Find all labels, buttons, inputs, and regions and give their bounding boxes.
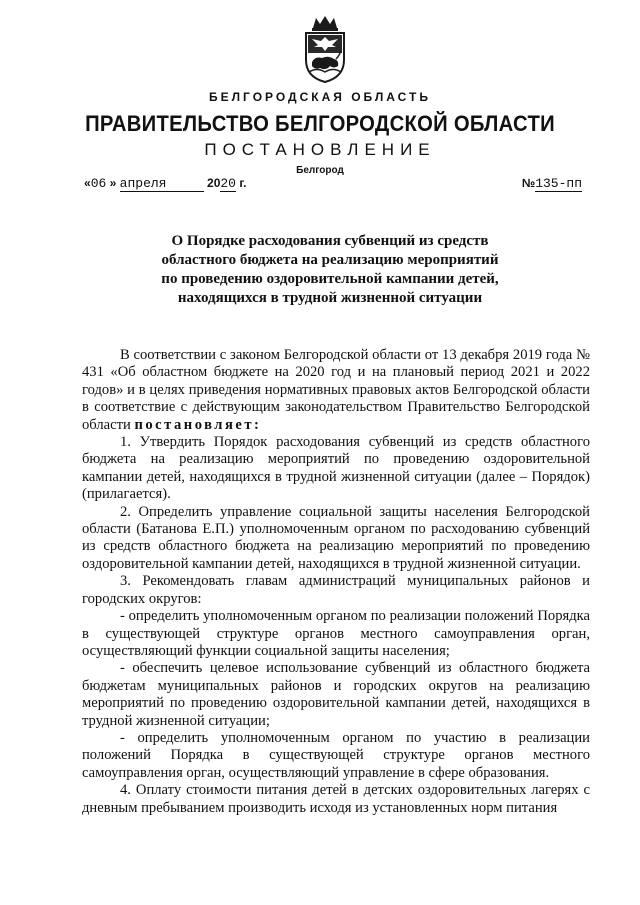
document-title bbox=[120, 232, 540, 308]
paragraph-4: 4. Оплату стоимости питания детей в детских оздоровительных лагерях с дневным пребыванием производить исходя из установленных норм питания bbox=[82, 782, 590, 816]
number-prefix: № bbox=[521, 176, 536, 190]
resolves-keyword: постановляет: bbox=[134, 416, 262, 433]
date-open-quote: « bbox=[84, 176, 91, 190]
paragraph-3: 3. Рекомендовать главам администраций муниципальных районов и городских округов: bbox=[82, 573, 590, 607]
date-day: 06 bbox=[90, 176, 107, 191]
city-name: Белгород bbox=[296, 165, 344, 176]
title-line: областного бюджета на реализацию мероприятий bbox=[161, 252, 499, 268]
preamble-paragraph bbox=[82, 347, 590, 434]
paragraph-1: 1. Утвердить Порядок расходования субвенций из средств областного бюджета на реализацию мероприятий по проведению оздоровительной кампании детей, находящихся в трудной жизненной ситуации (далее – Порядок) (прилагается). bbox=[82, 434, 590, 503]
title-line: по проведению оздоровительной кампании детей, bbox=[161, 271, 499, 287]
number-value: 135-пп bbox=[535, 176, 582, 191]
title-line: находящихся в трудной жизненной ситуации bbox=[177, 290, 483, 306]
coat-of-arms-icon bbox=[300, 14, 350, 84]
date-suffix: г. bbox=[239, 176, 247, 190]
date-century: 20 bbox=[207, 176, 221, 190]
title-line: О Порядке расходования субвенций из средств bbox=[171, 233, 489, 249]
date-month: апреля bbox=[120, 176, 204, 192]
paragraph-3-item-2: - обеспечить целевое использование субвенций из областного бюджета бюджетам муниципальных районов и городских округов на реализацию мероприятий по проведению оздоровительной кампании детей, находящихся в трудной жизненной ситуации; bbox=[82, 660, 590, 729]
paragraph-3-item-3: - определить уполномоченным органом по участию в реализации положений Порядка в существующей структуре органов местного самоуправления орган, осуществляющий управление в сфере образования. bbox=[82, 729, 590, 781]
region-name: БЕЛГОРОДСКАЯ ОБЛАСТЬ bbox=[209, 90, 431, 104]
paragraph-3-item-1: - определить уполномоченным органом по реализации положений Порядка в существующей структуре органов местного самоуправления орган, осуществляющий функции социальной защиты населения; bbox=[82, 608, 590, 659]
date-year: 20 bbox=[220, 176, 236, 191]
preamble-text: В соответствии с законом Белгородской области от 13 декабря 2019 года № 431 «Об областном бюджете на 2020 год и на плановый период 2021 и 2022 годов» и в целях приведения нормативных правовых актов Белгородской области в соответствие с действующим законодательством Правительство Белгородской области bbox=[82, 347, 590, 433]
document-date bbox=[84, 176, 246, 192]
document-body bbox=[82, 347, 590, 817]
document-type: ПОСТАНОВЛЕНИЕ bbox=[204, 140, 436, 159]
paragraph-2: 2. Определить управление социальной защиты населения Белгородской области (Батанова Е.П.) уполномоченным органом по расходованию субвенций из средств областного бюджета на реализацию мероприятий по проведению оздоровительной кампании детей, находящихся в трудной жизненной ситуации. bbox=[82, 503, 590, 572]
date-close-quote: » bbox=[109, 176, 117, 190]
document-number bbox=[522, 176, 582, 191]
government-title: ПРАВИТЕЛЬСТВО БЕЛГОРОДСКОЙ ОБЛАСТИ bbox=[85, 111, 555, 136]
